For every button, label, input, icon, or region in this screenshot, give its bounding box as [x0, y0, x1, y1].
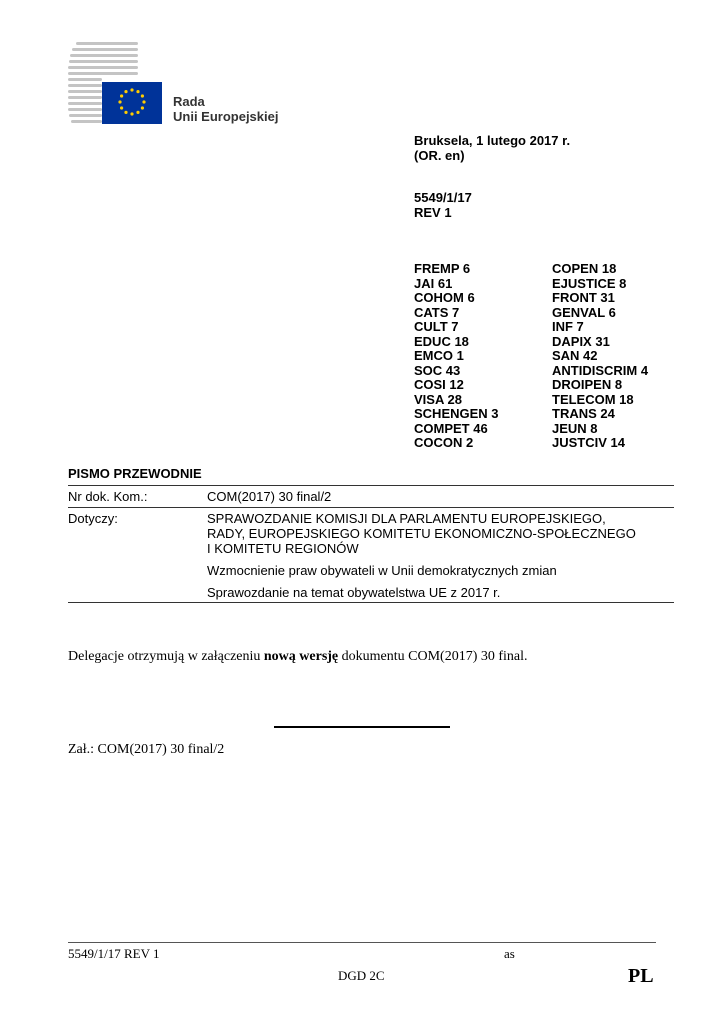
doc-value: COM(2017) 30 final/2 — [207, 489, 332, 504]
code-item: VISA 28 — [414, 391, 462, 407]
code-item: JAI 61 — [414, 275, 453, 291]
code-item: INF 7 — [552, 319, 584, 334]
footer-initials: as — [504, 946, 515, 961]
codes-right-column — [552, 262, 648, 451]
subject-line: I KOMITETU REGIONÓW — [207, 541, 359, 556]
subject-subtitle: Wzmocnienie praw obywateli w Unii demokratycznych zmian — [207, 563, 557, 578]
code-item: EMCO 1 — [414, 348, 464, 363]
code-item: COHOM 6 — [414, 290, 475, 305]
subject-title — [207, 511, 677, 556]
code-item: SOC 43 — [414, 362, 461, 378]
code-item: FRONT 31 — [552, 290, 615, 305]
subject-subtitle: Sprawozdanie na temat obywatelstwa UE z 2017 r. — [207, 585, 501, 600]
footer-divider — [68, 942, 656, 943]
separator-line — [274, 726, 450, 728]
code-item: CATS 7 — [414, 304, 460, 320]
original-language: (OR. en) — [414, 148, 465, 163]
divider — [68, 507, 674, 508]
code-item: EDUC 18 — [414, 333, 469, 349]
code-item: CULT 7 — [414, 319, 459, 334]
place-date: Bruksela, 1 lutego 2017 r. — [414, 133, 571, 148]
divider — [68, 485, 674, 486]
code-item: ANTIDISCRIM 4 — [552, 362, 649, 378]
annex-reference: Zał.: COM(2017) 30 final/2 — [68, 742, 225, 757]
document-number: 5549/1/17 — [414, 190, 472, 205]
footer-reference: 5549/1/17 REV 1 — [68, 946, 160, 961]
body-text: Delegacje otrzymują w załączeniu — [68, 649, 264, 664]
code-item: COPEN 18 — [552, 261, 617, 276]
org-name-line2: Unii Europejskiej — [173, 109, 279, 124]
code-item: SCHENGEN 3 — [414, 406, 499, 421]
subject-line: SPRAWOZDANIE KOMISJI DLA PARLAMENTU EUROPEJSKIEGO, — [207, 511, 606, 526]
divider — [68, 602, 674, 603]
code-item: EJUSTICE 8 — [552, 275, 627, 291]
code-item: FREMP 6 — [414, 261, 471, 276]
code-item: JUSTCIV 14 — [552, 435, 625, 450]
code-item: TELECOM 18 — [552, 391, 634, 407]
code-item: TRANS 24 — [552, 406, 615, 421]
org-name-line1: Rada — [173, 94, 205, 109]
code-item: DAPIX 31 — [552, 333, 610, 349]
eu-flag-icon — [102, 82, 162, 124]
code-item: COCON 2 — [414, 435, 474, 450]
footer-directorate: DGD 2C — [338, 968, 385, 983]
language-code: PL — [628, 965, 654, 987]
code-item: COSI 12 — [414, 377, 464, 392]
subject-label: Dotyczy: — [68, 511, 118, 526]
doc-label: Nr dok. Kom.: — [68, 489, 148, 504]
code-item: SAN 42 — [552, 348, 598, 363]
codes-left-column — [414, 262, 499, 451]
code-item: JEUN 8 — [552, 420, 598, 436]
cover-note-title: PISMO PRZEWODNIE — [68, 466, 202, 481]
organization-name — [173, 94, 278, 124]
code-item: GENVAL 6 — [552, 304, 616, 320]
body-paragraph — [68, 649, 528, 665]
code-item: DROIPEN 8 — [552, 377, 623, 392]
subject-line: RADY, EUROPEJSKIEGO KOMITETU EKONOMICZNO-SPOŁECZNEGO — [207, 526, 636, 541]
body-emphasis: nową wersję — [263, 649, 339, 664]
document-revision: REV 1 — [414, 205, 452, 220]
code-item: COMPET 46 — [414, 420, 488, 436]
body-text: dokumentu COM(2017) 30 final. — [338, 649, 528, 664]
